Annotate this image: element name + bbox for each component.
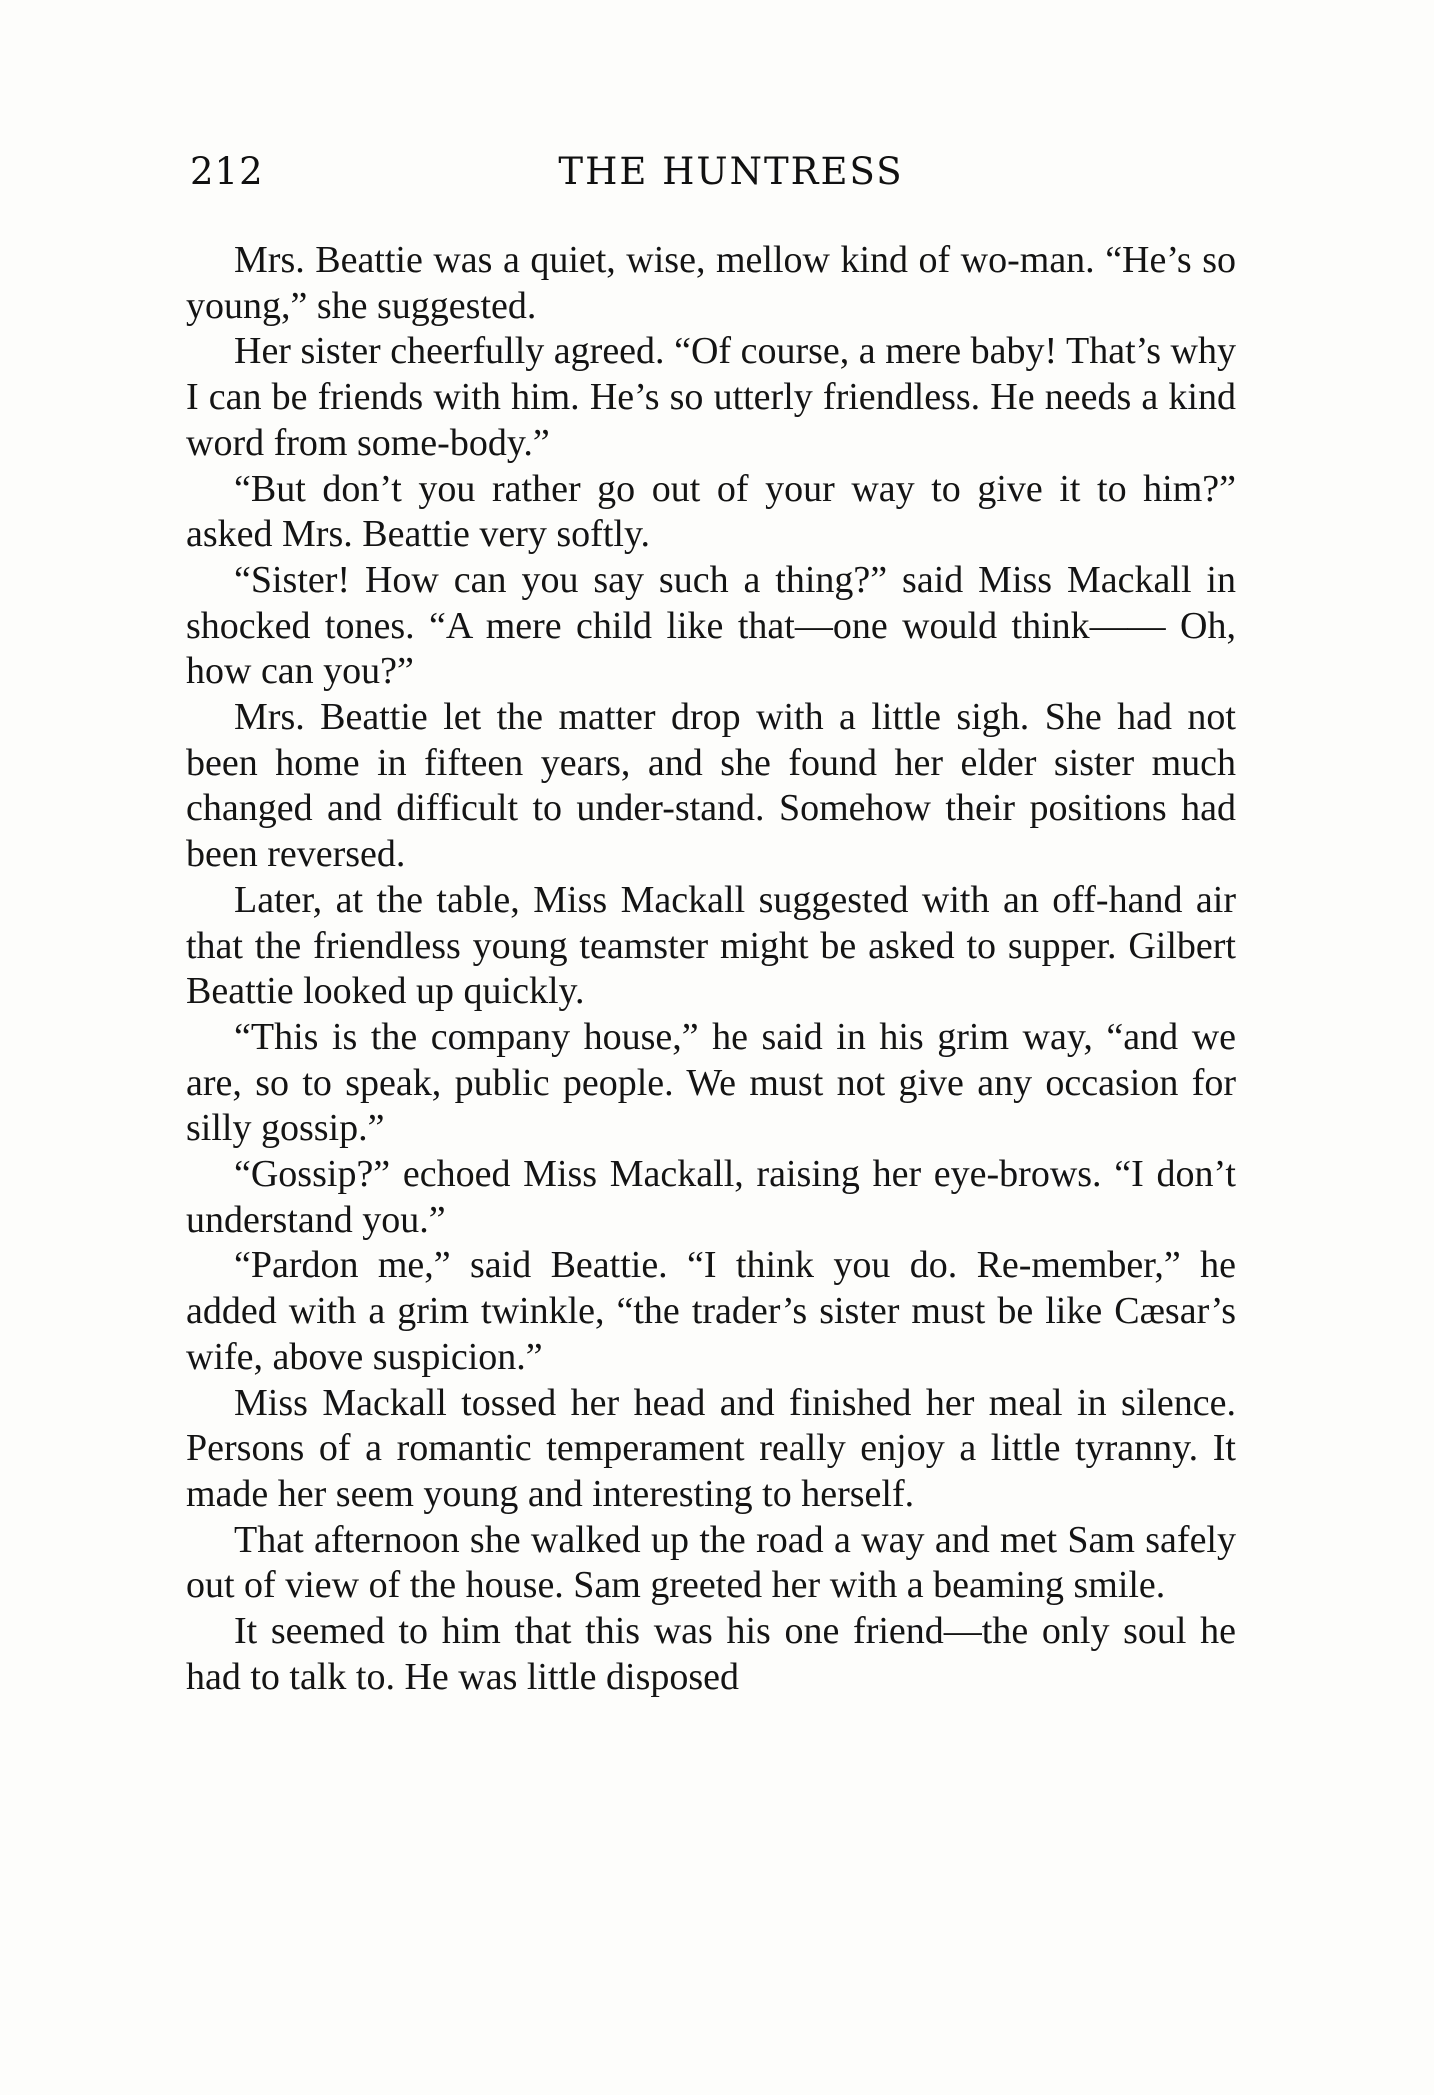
paragraph: “Sister! How can you say such a thing?” said Miss Mackall in shocked tones. “A mere child like that—one would think—— Oh, how can you?” bbox=[186, 558, 1236, 693]
paragraph: It seemed to him that this was his one friend—the only soul he had to talk to. He was little disposed bbox=[186, 1610, 1236, 1698]
running-head bbox=[186, 150, 1236, 220]
book-title: THE HUNTRESS bbox=[558, 150, 904, 193]
paragraph: That afternoon she walked up the road a way and met Sam safely out of view of the house. Sam greeted her with a beaming smile. bbox=[186, 1518, 1236, 1607]
paragraph: “But don’t you rather go out of your way to give it to him?” asked Mrs. Beattie very softly. bbox=[186, 467, 1236, 556]
paragraph: “Pardon me,” said Beattie. “I think you do. Re-member,” he added with a grim twinkle, “the trader’s sister must be like Cæsar’s wife, above suspicion.” bbox=[186, 1244, 1236, 1378]
page-number: 212 bbox=[190, 150, 264, 193]
text-block bbox=[186, 238, 1236, 1701]
paragraph: “Gossip?” echoed Miss Mackall, raising her eye-brows. “I don’t understand you.” bbox=[186, 1153, 1236, 1241]
paragraph: Her sister cheerfully agreed. “Of course, a mere baby! That’s why I can be friends with him. He’s so utterly friendless. He needs a kind word from some-body.” bbox=[186, 330, 1236, 464]
paragraph: Later, at the table, Miss Mackall suggested with an off-hand air that the friendless young teamster might be asked to supper. Gilbert Beattie looked up quickly. bbox=[186, 878, 1236, 1013]
paragraph: Mrs. Beattie let the matter drop with a little sigh. She had not been home in fifteen years, and she found her elder sister much changed and difficult to under-stand. Somehow their positions had been reversed. bbox=[186, 696, 1236, 876]
paragraph: Mrs. Beattie was a quiet, wise, mellow kind of wo-man. “He’s so young,” she suggested. bbox=[186, 239, 1236, 327]
paragraph: Miss Mackall tossed her head and finished her meal in silence. Persons of a romantic temperament really enjoy a little tyranny. It made her seem young and interesting to herself. bbox=[186, 1381, 1236, 1515]
paragraph: “This is the company house,” he said in his grim way, “and we are, so to speak, public people. We must not give any occasion for silly gossip.” bbox=[186, 1015, 1236, 1150]
